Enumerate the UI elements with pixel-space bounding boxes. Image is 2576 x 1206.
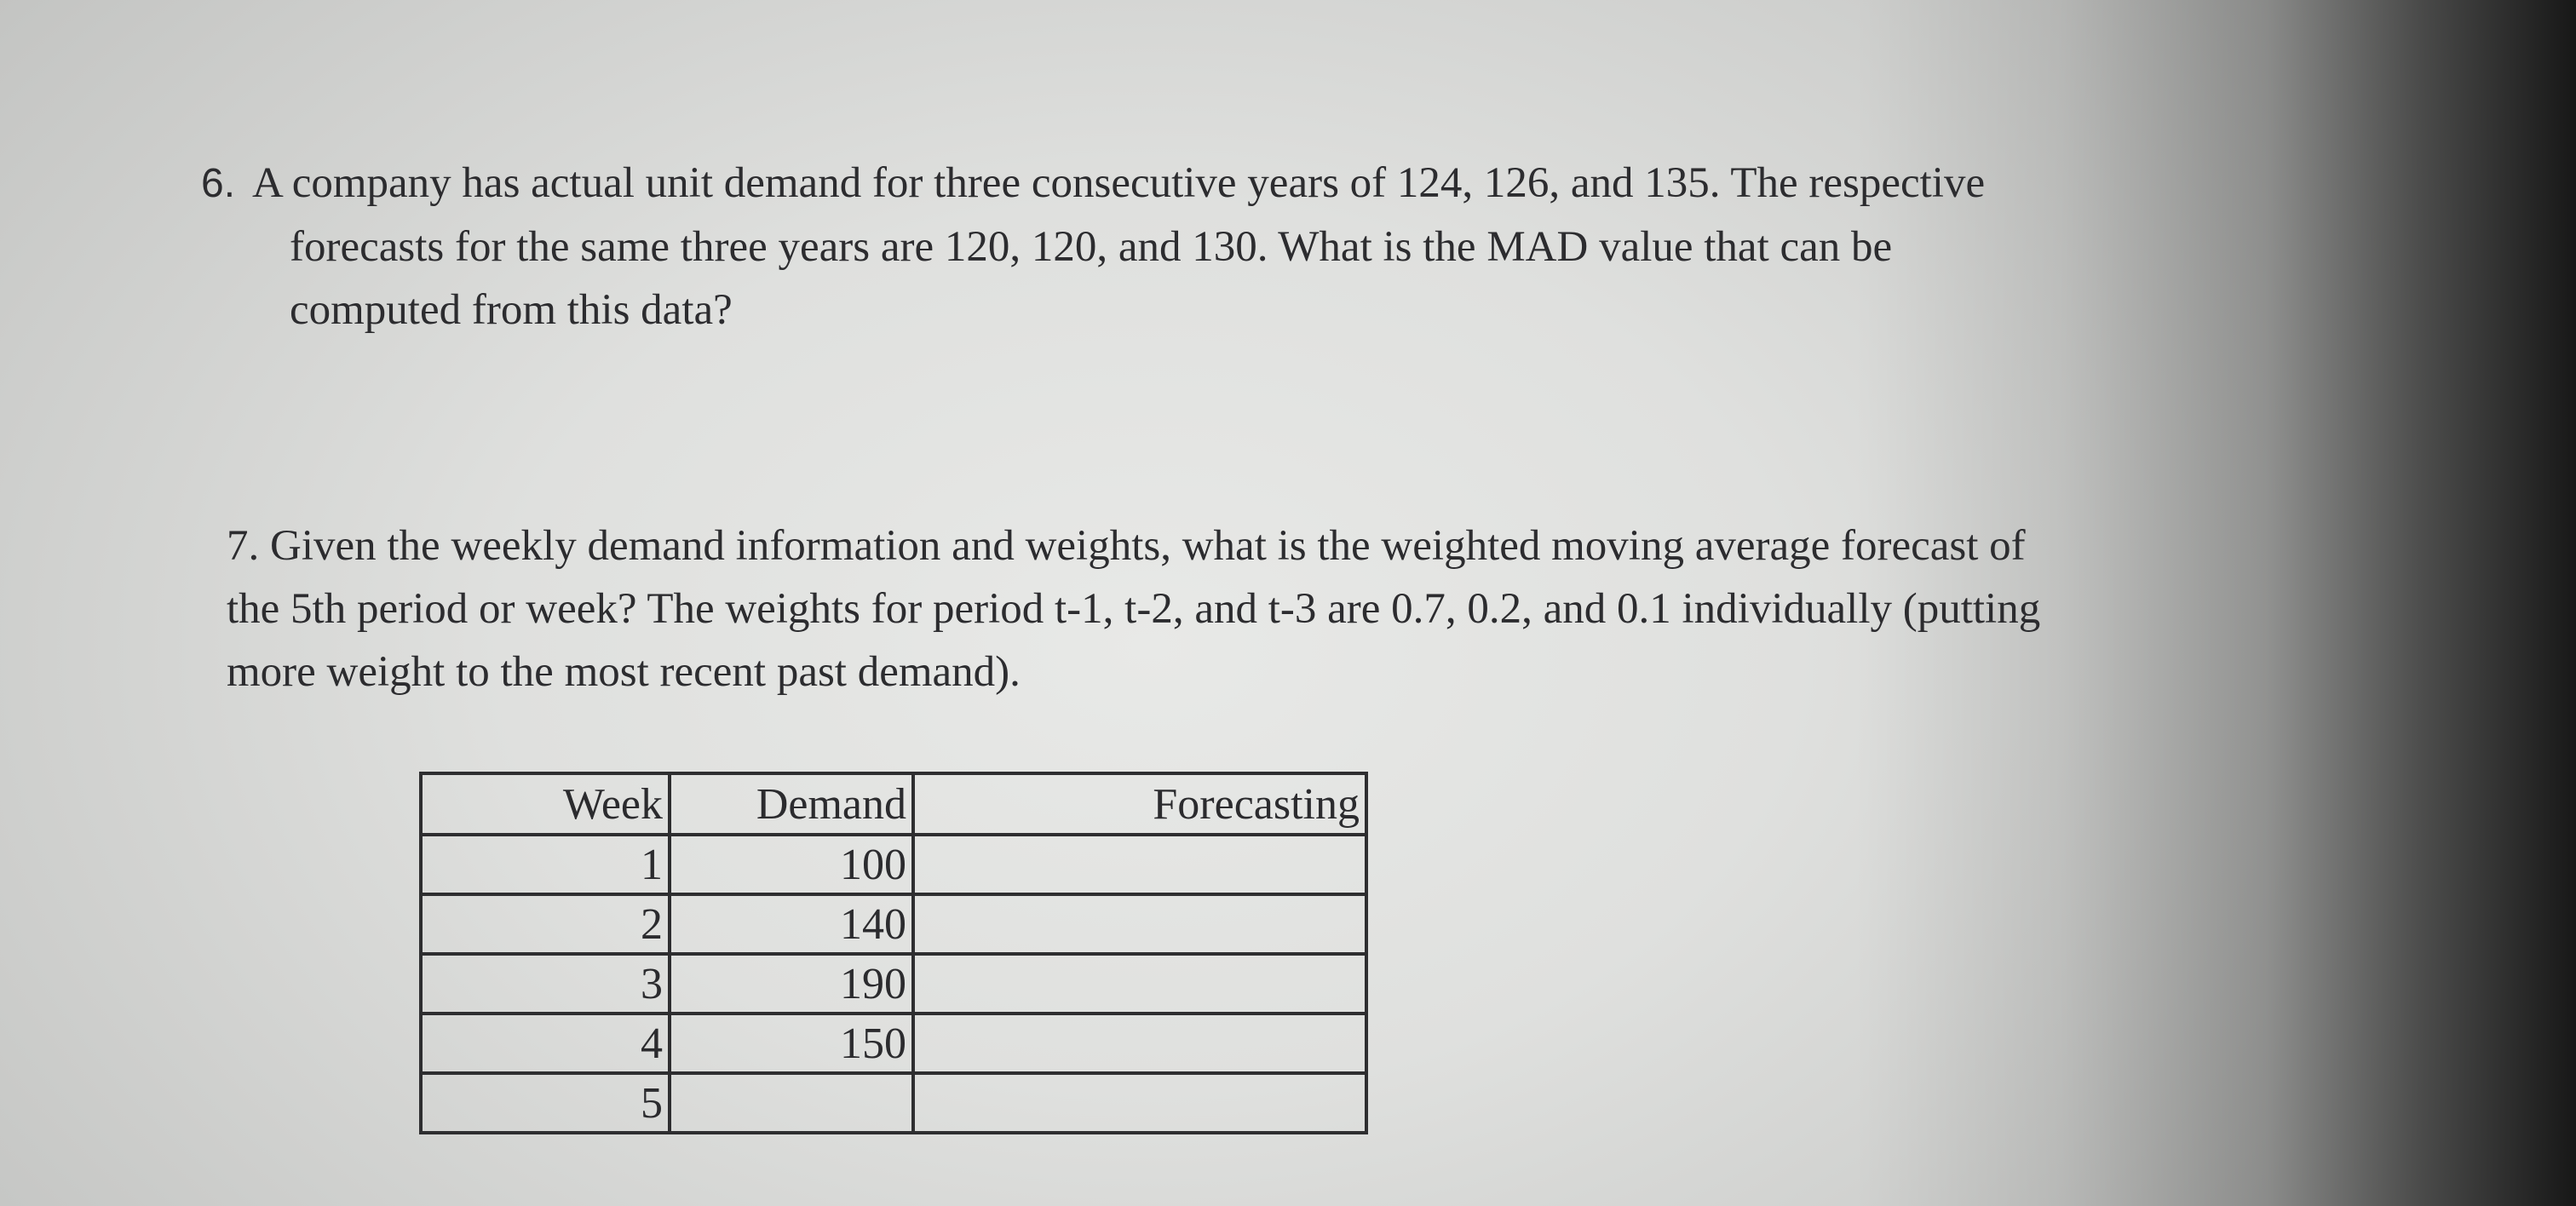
header-forecasting: Forecasting <box>913 773 1366 835</box>
table-header-row <box>421 773 1366 835</box>
question-6-number: 6. <box>201 161 236 206</box>
cell-demand: 190 <box>670 954 913 1014</box>
cell-forecasting <box>913 1014 1366 1073</box>
question-6-line-1 <box>201 152 2263 215</box>
table-row <box>421 1073 1366 1133</box>
table-row <box>421 954 1366 1014</box>
cell-week: 3 <box>421 954 670 1014</box>
question-6-text-line-1: A company has actual unit demand for three consecutive years of 124, 126, and 135. The respective <box>251 159 1986 207</box>
question-6-text-line-2: forecasts for the same three years are 120, 120, and 130. What is the MAD value that can be <box>290 223 1893 271</box>
question-7 <box>227 514 2271 704</box>
question-7-text-line-1: 7. Given the weekly demand information and weights, what is the weighted moving average forecast of <box>227 522 2026 570</box>
cell-forecasting <box>913 1073 1366 1133</box>
cell-forecasting <box>913 954 1366 1014</box>
table-row <box>421 835 1366 894</box>
cell-demand: 150 <box>670 1014 913 1073</box>
question-6 <box>201 152 2263 342</box>
cell-demand: 140 <box>670 894 913 954</box>
cell-demand: 100 <box>670 835 913 894</box>
cell-week: 4 <box>421 1014 670 1073</box>
table-row <box>421 894 1366 954</box>
cell-week: 2 <box>421 894 670 954</box>
question-6-text-line-3: computed from this data? <box>290 286 733 334</box>
cell-week: 1 <box>421 835 670 894</box>
question-7-text-line-2: the 5th period or week? The weights for period t-1, t-2, and t-3 are 0.7, 0.2, and 0.1 individually (putting <box>227 585 2041 633</box>
demand-table <box>419 772 1368 1134</box>
cell-forecasting <box>913 835 1366 894</box>
table-row <box>421 1014 1366 1073</box>
cell-week: 5 <box>421 1073 670 1133</box>
cell-demand <box>670 1073 913 1133</box>
header-demand: Demand <box>670 773 913 835</box>
header-week: Week <box>421 773 670 835</box>
cell-forecasting <box>913 894 1366 954</box>
question-7-text-line-3: more weight to the most recent past demand). <box>227 648 1021 696</box>
